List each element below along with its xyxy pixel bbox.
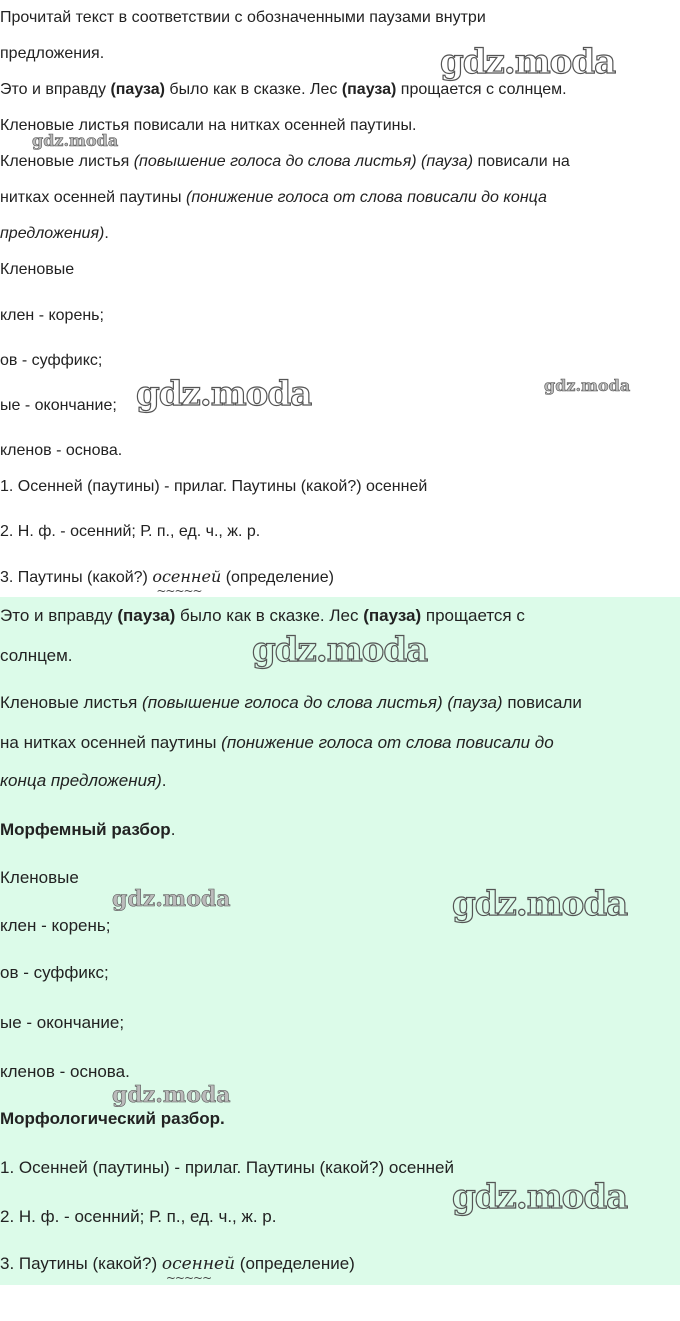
watermark-logo: gdz.moda bbox=[252, 630, 428, 670]
answer-morph-point-3: 3. Паутины (какой?) осенней ~~~~~ (определение) bbox=[0, 1254, 355, 1274]
morpheme-stem: кленов - основа. bbox=[0, 442, 123, 459]
morpheme-ending: ые - окончание; bbox=[0, 397, 117, 414]
morpheme-suffix: ов - суффикс; bbox=[0, 352, 103, 369]
answer-sentence-2-cont: на нитках осенней паутины (понижение голоса от слова повисали до bbox=[0, 733, 554, 752]
watermark-logo: gdz.moda bbox=[544, 376, 631, 395]
morpheme-root: клен - корень; bbox=[0, 307, 104, 324]
answer-morpheme-suffix: ов - суффикс; bbox=[0, 963, 109, 982]
answer-sentence-1-cont: солнцем. bbox=[0, 646, 73, 665]
morph-point-2: 2. Н. ф. - осенний; Р. п., ед. ч., ж. р. bbox=[0, 523, 261, 540]
answer-morpheme-ending: ые - окончание; bbox=[0, 1013, 125, 1032]
answer-morpheme-word: Кленовые bbox=[0, 868, 79, 887]
watermark-logo: gdz.moda bbox=[452, 1177, 628, 1217]
task-instruction: Прочитай текст в соответствии с обозначенными паузами внутри bbox=[0, 9, 486, 26]
answer-sentence-1: Это и вправду (пауза) было как в сказке. Лес (пауза) прощается с bbox=[0, 606, 525, 625]
morph-point-1: 1. Осенней (паутины) - прилаг. Паутины (какой?) осенней bbox=[0, 478, 428, 495]
watermark-logo: gdz.moda bbox=[112, 886, 231, 912]
sentence-1: Это и вправду (пауза) было как в сказке. Лес (пауза) прощается с солнцем. bbox=[0, 81, 567, 98]
morpheme-heading: Морфемный разбор. bbox=[0, 820, 176, 839]
morpheme-word: Кленовые bbox=[0, 261, 75, 278]
morphology-heading: Морфологический разбор. bbox=[0, 1109, 225, 1128]
answer-sentence-2-end: конца предложения). bbox=[0, 771, 167, 790]
watermark-logo: gdz.moda bbox=[452, 884, 628, 924]
morph-point-3: 3. Паутины (какой?) осенней ~~~~~ (определение) bbox=[0, 567, 334, 588]
answer-sentence-2: Кленовые листья (повышение голоса до слова листья) (пауза) повисали bbox=[0, 693, 582, 712]
watermark-logo: gdz.moda bbox=[32, 131, 119, 150]
sentence-2: Кленовые листья повисали на нитках осенней паутины. bbox=[0, 117, 417, 134]
sentence-2-marked-cont: нитках осенней паутины (понижение голоса от слова повисали до конца bbox=[0, 189, 547, 206]
sentence-2-marked-end: предложения). bbox=[0, 225, 109, 242]
watermark-logo: gdz.moda bbox=[136, 374, 312, 414]
task-instruction-cont: предложения. bbox=[0, 45, 105, 62]
watermark-logo: gdz.moda bbox=[440, 42, 616, 82]
sentence-2-marked: Кленовые листья (повышение голоса до слова листья) (пауза) повисали на bbox=[0, 153, 570, 170]
answer-morph-point-2: 2. Н. ф. - осенний; Р. п., ед. ч., ж. р. bbox=[0, 1207, 277, 1226]
answer-morpheme-root: клен - корень; bbox=[0, 916, 111, 935]
answer-morpheme-stem: кленов - основа. bbox=[0, 1062, 130, 1081]
answer-morph-point-1: 1. Осенней (паутины) - прилаг. Паутины (какой?) осенней bbox=[0, 1158, 454, 1177]
watermark-logo: gdz.moda bbox=[112, 1082, 231, 1108]
